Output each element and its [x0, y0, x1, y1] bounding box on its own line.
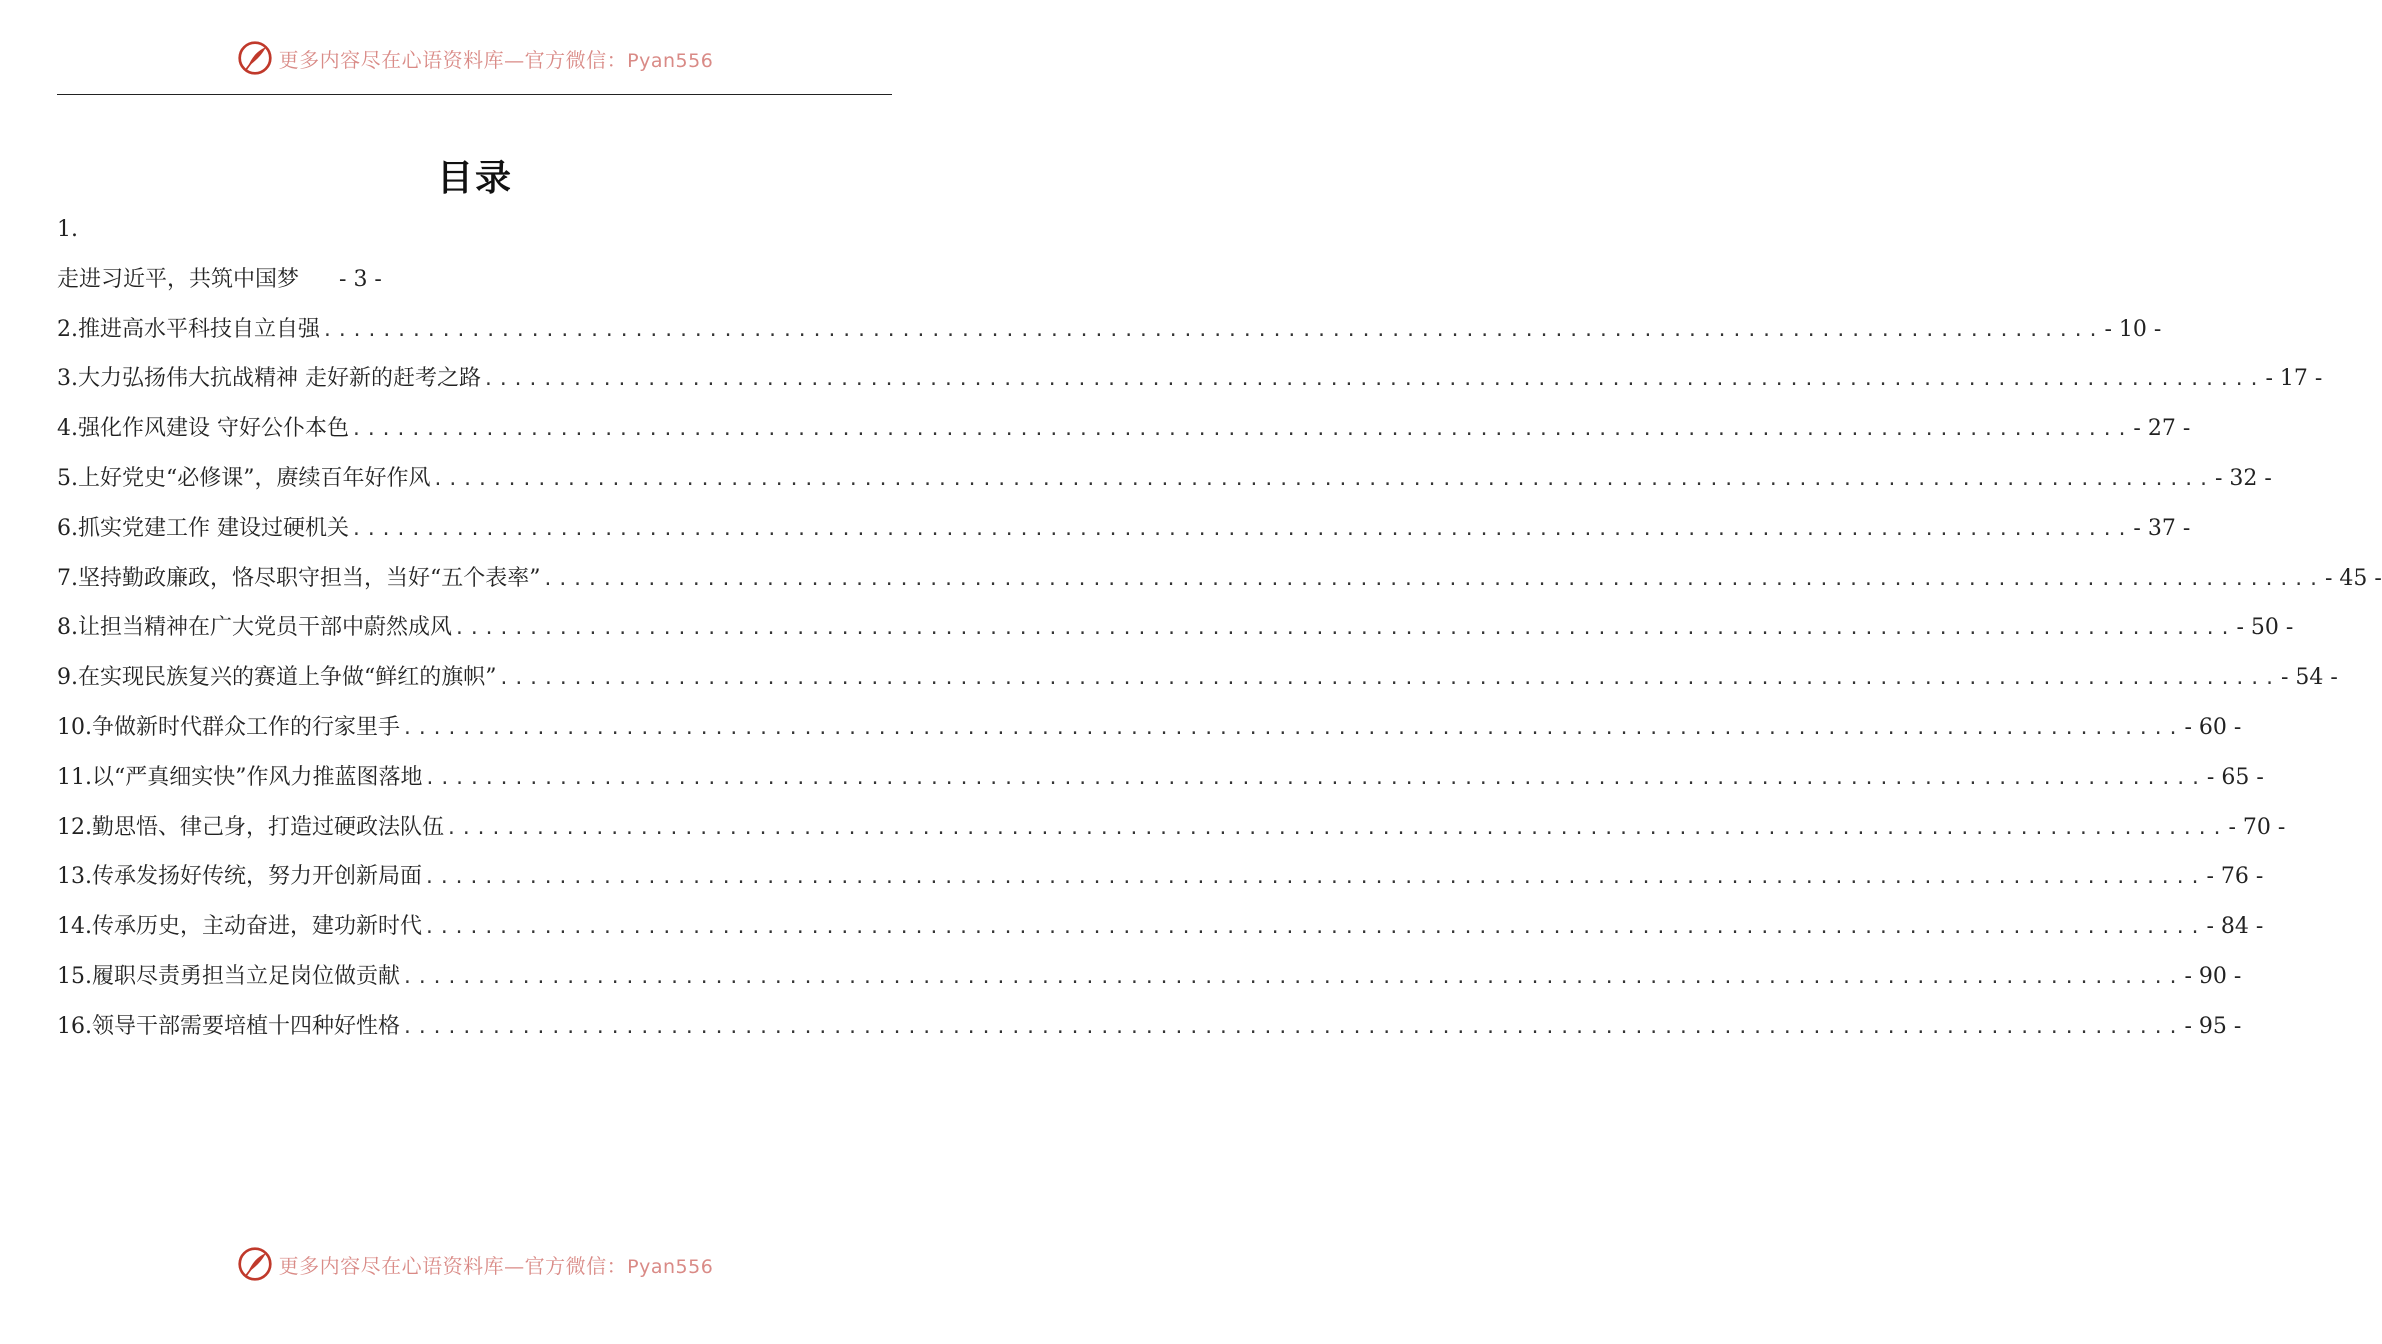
toc-leader-dots: ........................................................................................................................: [483, 369, 2264, 391]
toc-leader-dots: ........................................................................................................................: [402, 717, 2183, 739]
toc-entry-title: 走进习近平，共筑中国梦: [57, 266, 300, 292]
toc-leader-dots: ........................................................................................................................: [498, 668, 2279, 690]
toc-entry-title: 6.抓实党建工作 建设过硬机关: [57, 515, 349, 541]
toc-entry-page: - 70 -: [2228, 814, 2286, 840]
toc-entry-title: 7.坚持勤政廉政，恪尽职守担当，当好“五个表率”: [57, 565, 541, 591]
toc-leader-dots: ........................................................................................................................: [402, 966, 2183, 988]
footer-banner: [0, 1244, 950, 1284]
toc-entry-page: - 54 -: [2280, 665, 2338, 691]
toc-entry[interactable]: [57, 905, 2264, 955]
toc-first-number: 1.: [57, 217, 78, 242]
toc-leader-dots: ........................................................................................................................: [432, 468, 2213, 490]
toc-entry-page: - 95 -: [2184, 1013, 2242, 1039]
toc-entry-page: - 17 -: [2265, 366, 2323, 392]
toc-entry-page: - 50 -: [2236, 615, 2294, 641]
toc-entry[interactable]: [57, 1005, 2242, 1055]
toc-entry-title: 12.勤思悟、律己身，打造过硬政法队伍: [57, 814, 444, 840]
toc-leader-dots: ........................................................................................................................: [454, 618, 2235, 640]
toc-leader-dots: ........................................................................................................................: [322, 319, 2103, 341]
toc-entry[interactable]: [57, 357, 2323, 407]
toc-entry[interactable]: [57, 606, 2294, 656]
quill-logo-icon: [237, 1246, 273, 1282]
toc-entry-title: 16.领导干部需要培植十四种好性格: [57, 1013, 400, 1039]
toc-entry[interactable]: [57, 855, 2264, 905]
toc-entry-title: 11.以“严真细实快”作风力推蓝图落地: [57, 764, 423, 790]
toc-entry-page: - 90 -: [2184, 963, 2242, 989]
toc-entry-title: 13.传承发扬好传统，努力开创新局面: [57, 864, 422, 890]
toc-leader-dots: ........................................................................................................................: [446, 817, 2227, 839]
toc-leader-dots: ........................................................................................................................: [424, 867, 2205, 889]
toc-entry[interactable]: [57, 955, 2242, 1005]
toc-entry-title: 15.履职尽责勇担当立足岗位做贡献: [57, 963, 400, 989]
footer-banner-text: 更多内容尽在心语资料库—官方微信：Pyan556: [278, 1253, 714, 1278]
toc-entry[interactable]: [57, 308, 2162, 358]
toc-entry-page: - 45 -: [2324, 565, 2382, 591]
toc-entry-page: - 3 -: [339, 266, 382, 292]
toc-leader-dots: ........................................................................................................................: [424, 767, 2205, 789]
toc-entry-title: 4.强化作风建设 守好公仆本色: [57, 416, 349, 442]
toc-entry[interactable]: [57, 457, 2272, 507]
toc-entry[interactable]: [57, 706, 2242, 756]
toc-entry-page: - 76 -: [2206, 864, 2264, 890]
toc-leader-dots: ........................................................................................................................: [350, 518, 2132, 540]
toc-list: [57, 308, 2382, 1055]
toc-entry[interactable]: [57, 507, 2191, 557]
toc-leader-dots: ........................................................................................................................: [402, 1016, 2183, 1038]
toc-entry-page: - 65 -: [2206, 764, 2264, 790]
toc-entry-page: - 60 -: [2184, 714, 2242, 740]
toc-entry-page: - 32 -: [2214, 465, 2272, 491]
toc-entry-title: 14.传承历史，主动奋进，建功新时代: [57, 914, 422, 940]
toc-entry[interactable]: [57, 557, 2382, 607]
header-banner: [0, 38, 950, 78]
toc-entry-page: - 37 -: [2133, 515, 2191, 541]
toc-entry-title: 8.让担当精神在广大党员干部中蔚然成风: [57, 615, 452, 641]
toc-entry-title: 2.推进高水平科技自立自强: [57, 316, 320, 342]
header-banner-text: 更多内容尽在心语资料库—官方微信：Pyan556: [278, 47, 714, 72]
toc-entry[interactable]: [57, 756, 2264, 806]
toc-entry-title: 10.争做新时代群众工作的行家里手: [57, 714, 400, 740]
toc-entry[interactable]: [57, 258, 893, 308]
header-divider: [57, 94, 892, 95]
toc-leader-dots: ........................................................................................................................: [424, 917, 2205, 939]
toc-entry-title: 5.上好党史“必修课”，赓续百年好作风: [57, 465, 431, 491]
toc-entry[interactable]: [57, 806, 2286, 856]
toc-entry-page: - 10 -: [2104, 316, 2162, 342]
toc-entry-title: 3.大力弘扬伟大抗战精神 走好新的赶考之路: [57, 366, 481, 392]
toc-leader-dots: ........................................................................................................................: [350, 419, 2132, 441]
toc-entry[interactable]: [57, 407, 2191, 457]
toc-entry[interactable]: [57, 656, 2338, 706]
toc-entry-title: 9.在实现民族复兴的赛道上争做“鲜红的旗帜”: [57, 665, 497, 691]
page-title: 目录: [436, 158, 513, 199]
toc-entry-page: - 84 -: [2206, 914, 2264, 940]
table-of-contents: [57, 208, 2382, 1055]
quill-logo-icon: [237, 40, 273, 76]
toc-entry-page: - 27 -: [2133, 416, 2191, 442]
toc-leader-dots: ........................................................................................................................: [542, 568, 2323, 590]
